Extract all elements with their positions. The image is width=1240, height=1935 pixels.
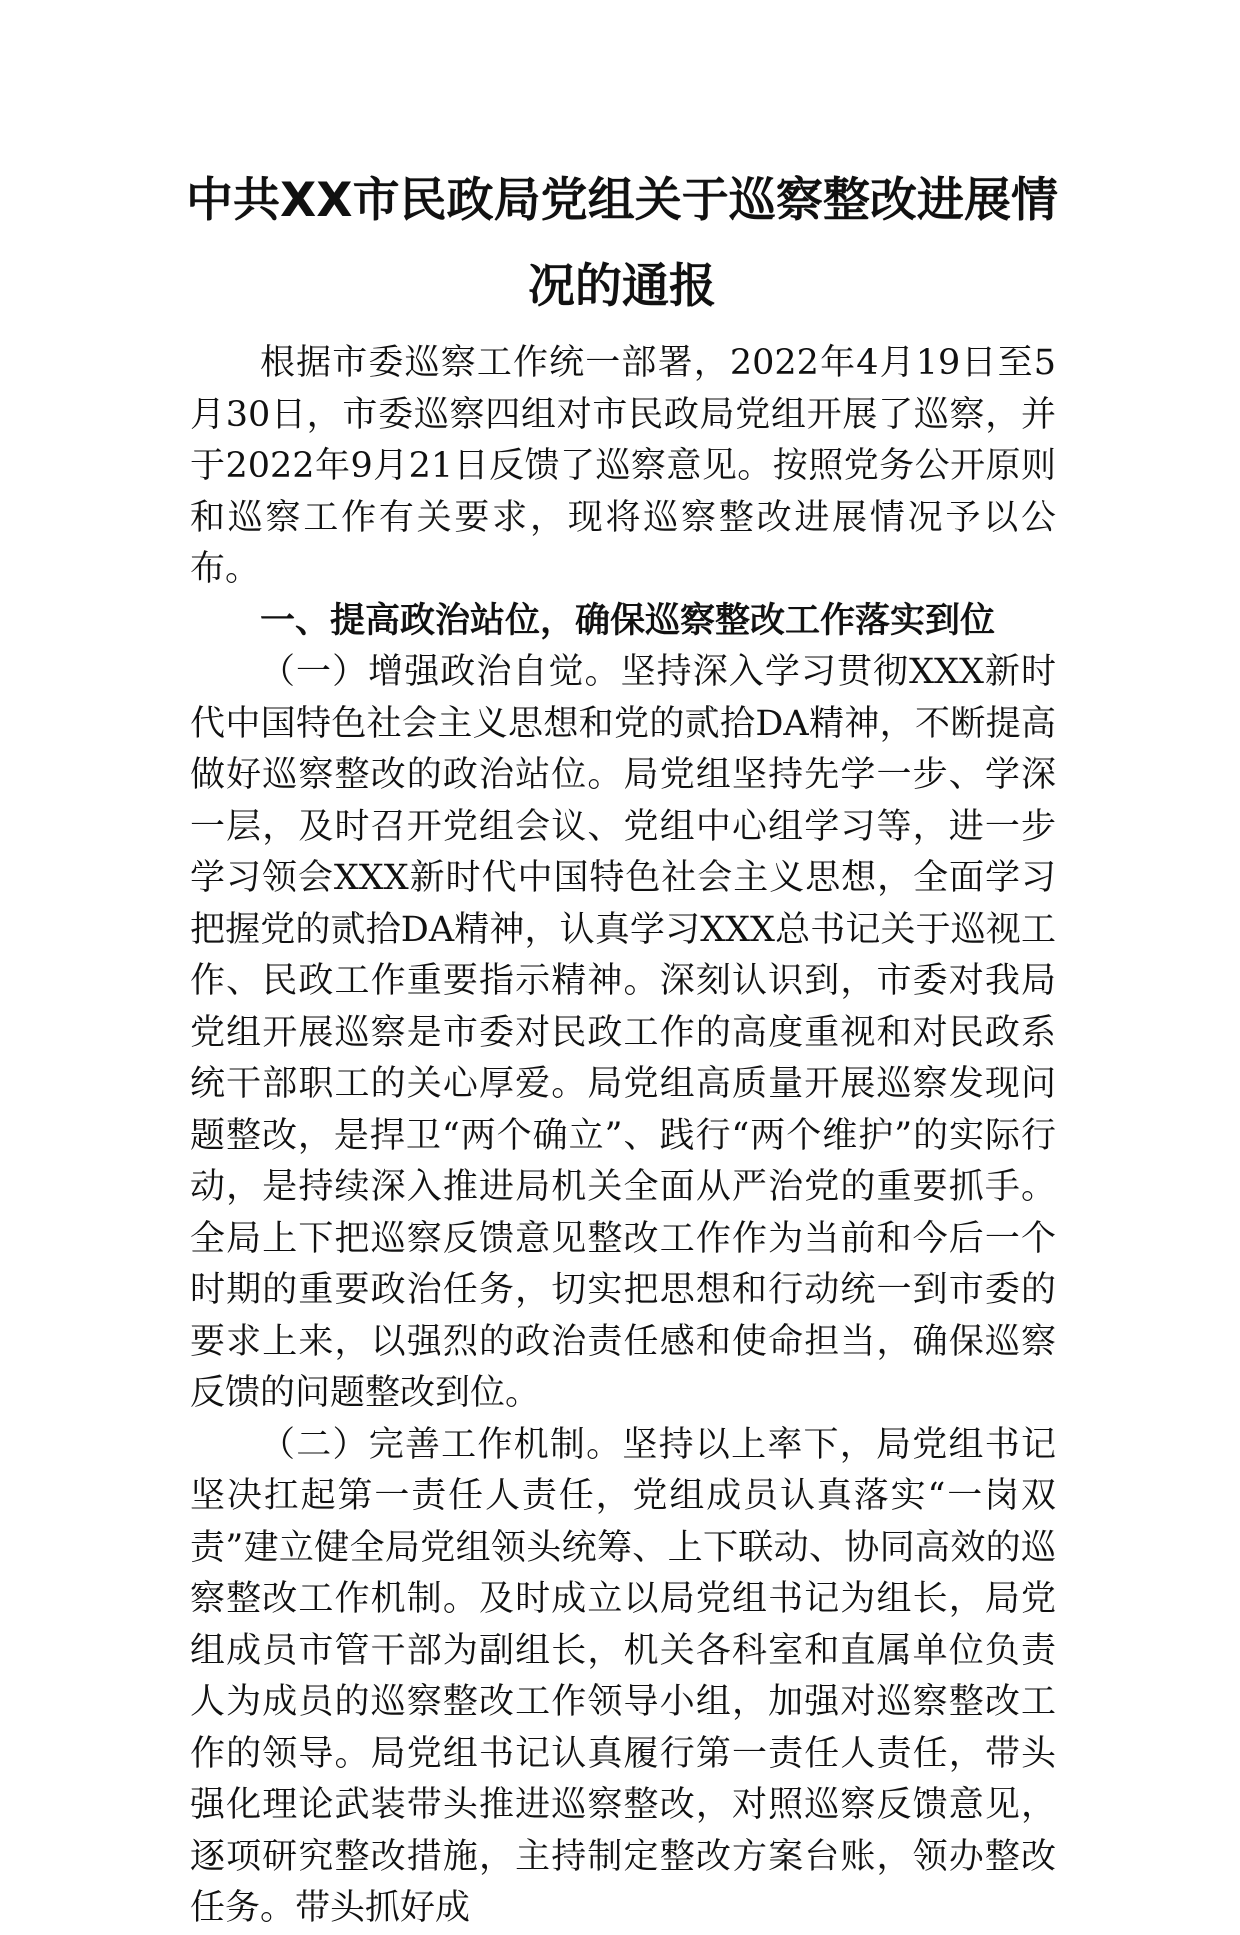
document-title: 中共XX市民政局党组关于巡察整改进展情况的通报 xyxy=(186,173,1058,314)
section-heading: 一、提高政治站位，确保巡察整改工作落实到位 xyxy=(260,600,996,641)
paragraph-item-1: （一）增强政治自觉。坚持深入学习贯彻XXX新时代中国特色社会主义思想和党的贰拾DA精神，不断提高做好巡察整改的政治站位。局党组坚持先学一步、学深一层，及时召开党组会议、党组中心组学习等，进一步学习领会XXX新时代中国特色社会主义思想，全面学习把握党的贰拾DA精神，认真学习XXX总书记关于巡视工作、民政工作重要指示精神。深刻认识到，市委对我局党组开展巡察是市委对民政工作的高度重视和对民政系统干部职工的关心厚爱。局党组高质量开展巡察发现问题整改，是捍卫“两个确立”、践行“两个维护”的实际行动，是持续深入推进局机关全面从严治党的重要抓手。全局上下把巡察反馈意见整改工作作为当前和今后一个时期的重要政治任务，切实把思想和行动统一到市委的要求上来，以强烈的政治责任感和使命担当，确保巡察反馈的问题整改到位。 xyxy=(190,652,1056,1413)
intro-paragraph: 根据市委巡察工作统一部署，2022年4月19日至5月30日，市委巡察四组对市民政局党组开展了巡察，并于2022年9月21日反馈了巡察意见。按照党务公开原则和巡察工作有关要求，现将巡察整改进展情况予以公布。 xyxy=(190,343,1056,589)
paragraph-item-2: （二）完善工作机制。坚持以上率下，局党组书记坚决扛起第一责任人责任，党组成员认真落实“一岗双责”建立健全局党组领头统筹、上下联动、协同高效的巡察整改工作机制。及时成立以局党组书记为组长，局党组成员市管干部为副组长，机关各科室和直属单位负责人为成员的巡察整改工作领导小组，加强对巡察整改工作的领导。局党组书记认真履行第一责任人责任，带头强化理论武装带头推进巡察整改，对照巡察反馈意见，逐项研究整改措施，主持制定整改方案台账，领办整改任务。带头抓好成 xyxy=(190,1424,1056,1928)
document-body xyxy=(190,338,1056,1935)
